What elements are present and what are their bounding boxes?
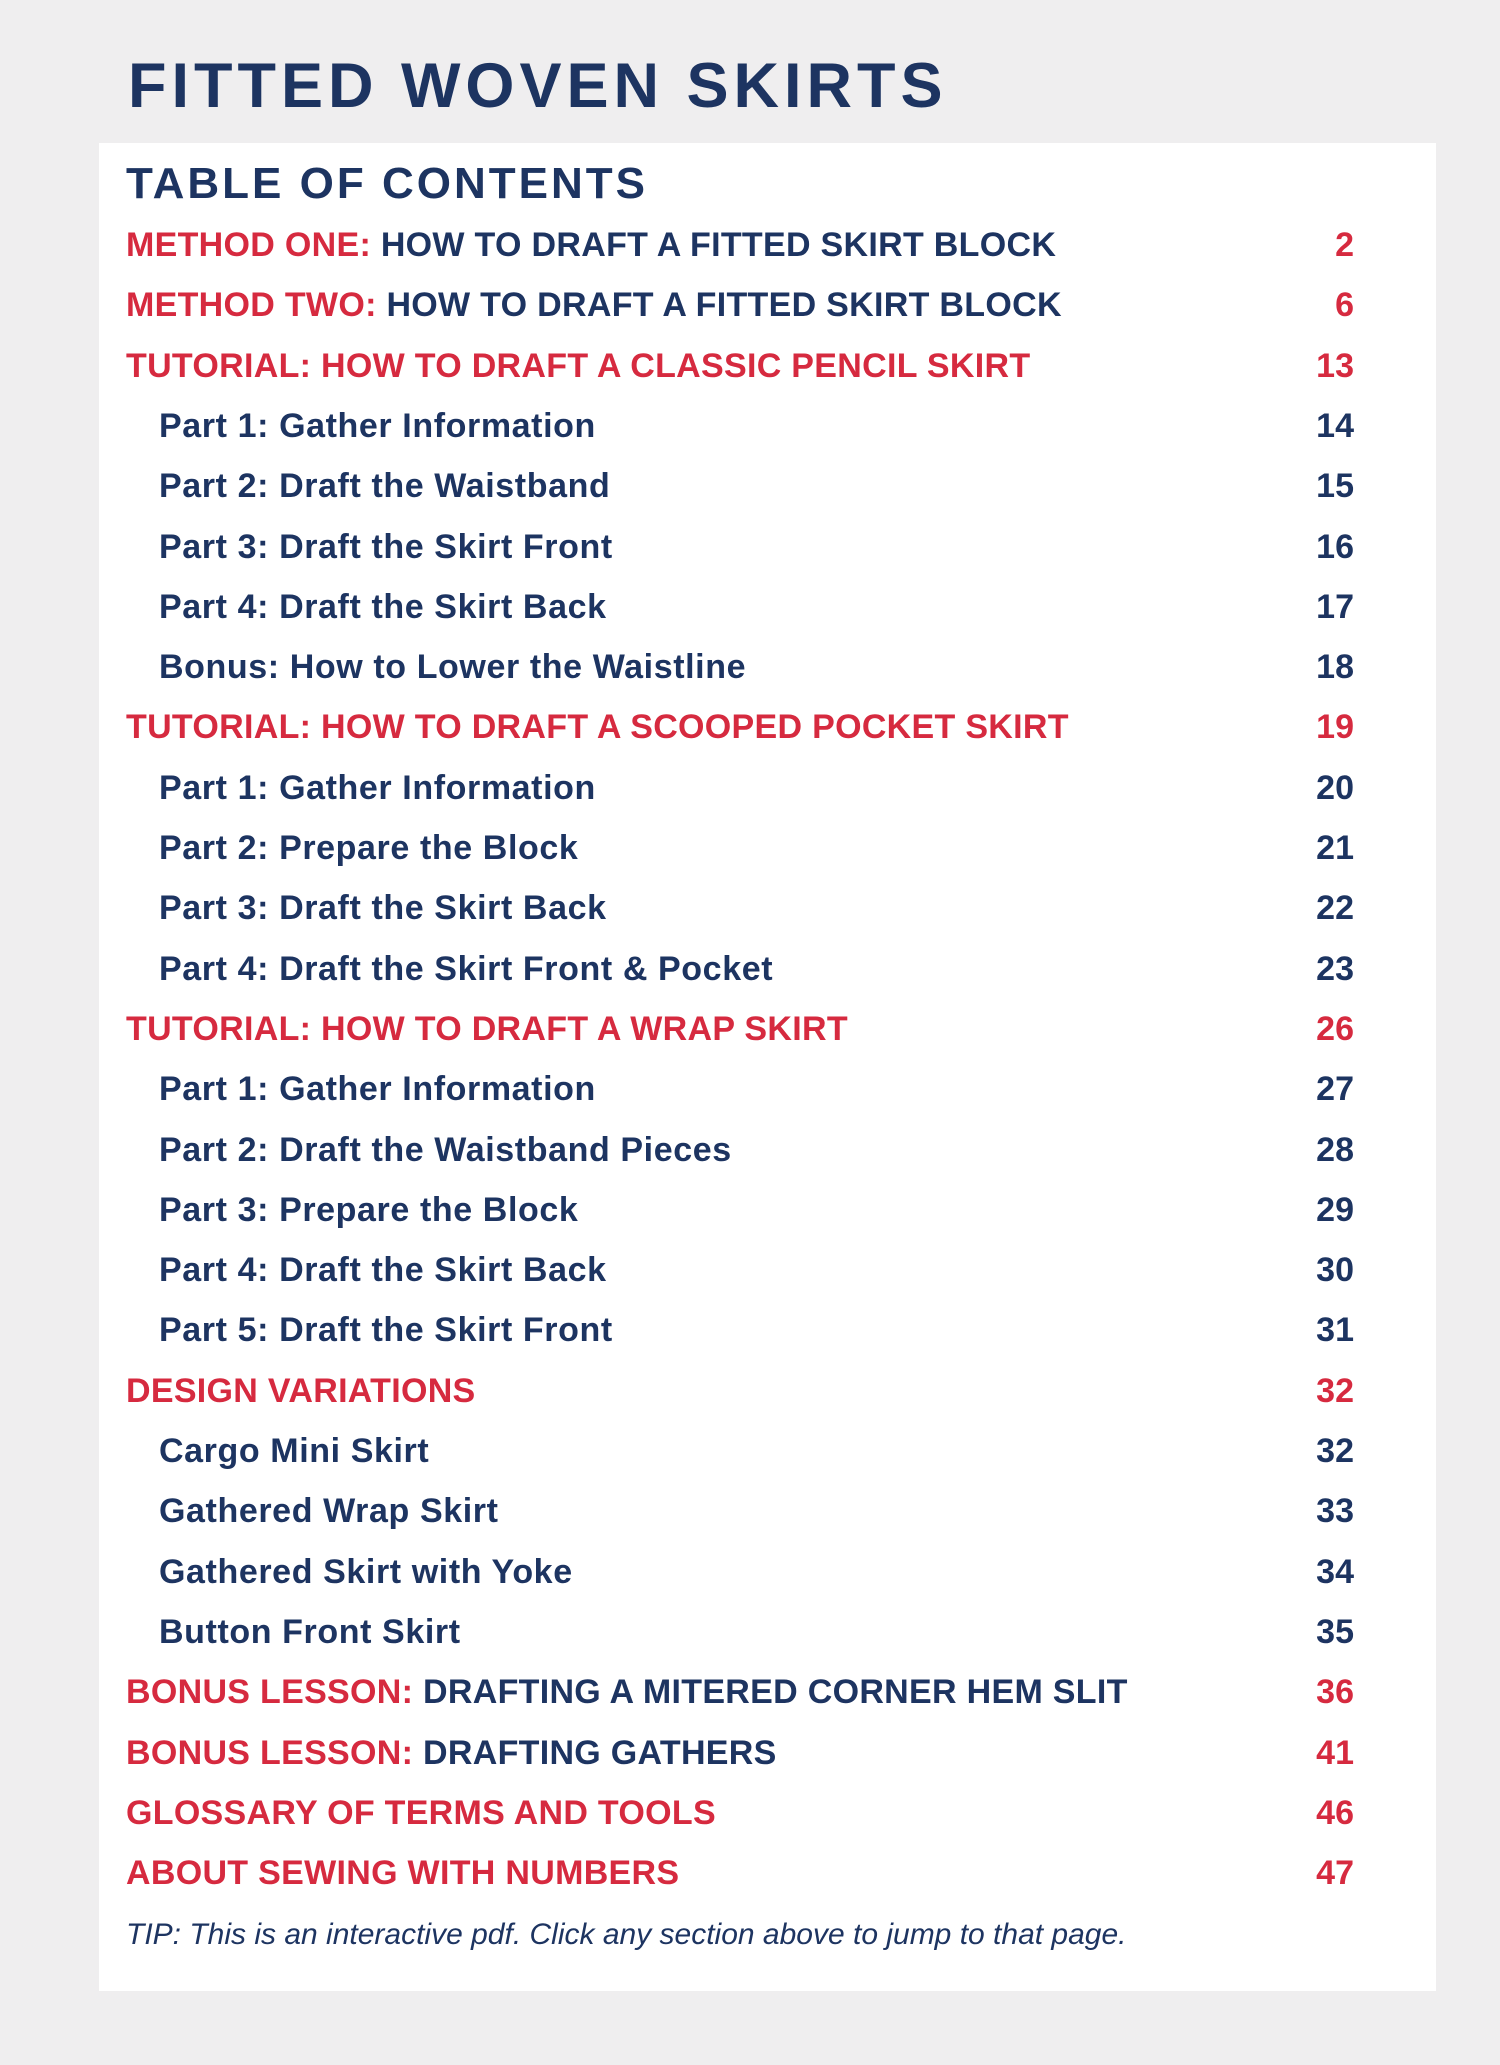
toc-entry-text <box>159 406 596 446</box>
toc-entry-text <box>159 1250 607 1290</box>
toc-entry-text <box>159 587 607 627</box>
toc-page-number: 17 <box>1316 587 1354 626</box>
toc-entry-text <box>159 466 610 506</box>
toc-entry-text <box>126 346 1030 386</box>
toc-panel <box>99 143 1436 1991</box>
toc-page-number: 32 <box>1316 1371 1354 1410</box>
toc-entry-text <box>126 225 1056 265</box>
toc-section-entry[interactable] <box>126 1361 1354 1421</box>
toc-entry-label: Part 3: Prepare the Block <box>159 1190 579 1229</box>
toc-entry-label: Part 1: Gather Information <box>159 768 596 807</box>
toc-subsection-entry[interactable] <box>159 1240 1354 1300</box>
toc-entry-text <box>159 1130 732 1170</box>
toc-entry-text <box>159 888 607 928</box>
toc-page-number: 2 <box>1335 226 1354 264</box>
toc-entry-label: Part 4: Draft the Skirt Back <box>159 587 607 626</box>
toc-entry-label: Part 4: Draft the Skirt Front & Pocket <box>159 949 774 988</box>
toc-entry-text <box>159 1491 499 1531</box>
toc-section-entry[interactable] <box>126 215 1354 275</box>
toc-entry-text <box>126 707 1069 747</box>
toc-page-number: 35 <box>1316 1612 1354 1651</box>
toc-page-number: 33 <box>1316 1492 1354 1531</box>
toc-entry-label: HOW TO DRAFT A FITTED SKIRT BLOCK <box>371 226 1057 264</box>
toc-heading: TABLE OF CONTENTS <box>126 159 648 208</box>
toc-subsection-entry[interactable] <box>159 818 1354 878</box>
toc-entry-label: Part 2: Draft the Waistband Pieces <box>159 1130 732 1169</box>
toc-subsection-entry[interactable] <box>159 396 1354 456</box>
toc-entry-text <box>126 1009 848 1049</box>
toc-entry-label: DRAFTING GATHERS <box>413 1733 777 1772</box>
toc-entry-label: Part 5: Draft the Skirt Front <box>159 1311 613 1350</box>
toc-entry-text <box>159 828 578 868</box>
toc-entry-text <box>159 949 773 989</box>
toc-subsection-entry[interactable] <box>159 878 1354 938</box>
toc-page-number: 6 <box>1335 286 1354 325</box>
toc-subsection-entry[interactable] <box>159 577 1354 637</box>
toc-page-number: 16 <box>1316 527 1354 566</box>
toc-section-entry[interactable] <box>126 336 1354 396</box>
toc-entry-text <box>126 1733 777 1773</box>
toc-entry-text <box>126 1672 1128 1712</box>
toc-subsection-entry[interactable] <box>159 517 1354 577</box>
toc-page-number: 19 <box>1316 708 1354 747</box>
toc-page-number: 22 <box>1316 889 1354 928</box>
tip-note: TIP: This is an interactive pdf. Click any section above to jump to that page. <box>126 1918 1127 1951</box>
toc-list <box>99 143 1436 1991</box>
toc-subsection-entry[interactable] <box>159 1481 1354 1541</box>
toc-entry-text <box>159 1190 578 1230</box>
toc-entry-label: DRAFTING A MITERED CORNER HEM SLIT <box>413 1673 1128 1712</box>
toc-subsection-entry[interactable] <box>159 939 1354 999</box>
toc-entry-text <box>126 1371 476 1411</box>
toc-page-number: 29 <box>1316 1190 1354 1229</box>
toc-page-number: 31 <box>1316 1311 1354 1350</box>
toc-page-number: 32 <box>1316 1432 1354 1470</box>
toc-page-number: 30 <box>1316 1251 1354 1290</box>
toc-page-number: 36 <box>1316 1673 1354 1712</box>
toc-section-entry[interactable] <box>126 1783 1354 1843</box>
toc-subsection-entry[interactable] <box>159 1120 1354 1180</box>
toc-entry-label: HOW TO DRAFT A FITTED SKIRT BLOCK <box>376 286 1062 325</box>
toc-entry-text <box>159 1431 429 1471</box>
toc-entry-text <box>159 647 746 687</box>
toc-section-entry[interactable] <box>126 1662 1354 1722</box>
toc-entry-text <box>126 1793 716 1833</box>
toc-subsection-entry[interactable] <box>159 1180 1354 1240</box>
toc-subsection-entry[interactable] <box>159 1542 1354 1602</box>
toc-entry-prefix: TUTORIAL: HOW TO DRAFT A SCOOPED POCKET SKIRT <box>126 708 1069 747</box>
toc-entry-text <box>159 527 613 567</box>
toc-page-number: 46 <box>1316 1793 1354 1832</box>
toc-section-entry[interactable] <box>126 697 1354 757</box>
toc-entry-label: Part 3: Draft the Skirt Front <box>159 527 613 566</box>
toc-subsection-entry[interactable] <box>159 1602 1354 1662</box>
toc-entry-label: Gathered Skirt with Yoke <box>159 1552 573 1591</box>
toc-entry-text <box>126 285 1062 325</box>
toc-entry-prefix: BONUS LESSON: <box>126 1733 414 1772</box>
toc-entry-prefix: BONUS LESSON: <box>126 1673 414 1712</box>
toc-page-number: 14 <box>1316 406 1354 445</box>
toc-entry-label: Part 1: Gather Information <box>159 1070 596 1109</box>
toc-page-number: 27 <box>1316 1070 1354 1109</box>
toc-entry-text <box>126 1853 679 1893</box>
toc-page-number: 28 <box>1316 1130 1354 1169</box>
toc-entry-text <box>159 1310 613 1350</box>
toc-section-entry[interactable] <box>126 999 1354 1059</box>
toc-section-entry[interactable] <box>126 275 1354 335</box>
toc-entry-label: Part 2: Prepare the Block <box>159 829 579 867</box>
toc-entry-prefix: METHOD ONE: <box>126 226 372 264</box>
toc-page-number: 34 <box>1316 1552 1354 1591</box>
toc-section-entry[interactable] <box>126 1723 1354 1783</box>
toc-page-number: 21 <box>1316 829 1354 867</box>
toc-page-number: 26 <box>1316 1009 1354 1048</box>
toc-page-number: 18 <box>1316 648 1354 687</box>
toc-page-number: 15 <box>1316 467 1354 506</box>
toc-entry-prefix: TUTORIAL: HOW TO DRAFT A CLASSIC PENCIL SKIRT <box>126 346 1031 385</box>
toc-entry-text <box>159 1552 573 1592</box>
toc-entry-label: Bonus: How to Lower the Waistline <box>159 648 747 687</box>
toc-section-entry[interactable] <box>126 1843 1354 1903</box>
toc-entry-label: Part 3: Draft the Skirt Back <box>159 889 607 928</box>
toc-page-number: 47 <box>1316 1854 1354 1893</box>
toc-entry-label: Part 2: Draft the Waistband <box>159 467 611 506</box>
toc-page-number: 20 <box>1316 768 1354 807</box>
toc-subsection-entry[interactable] <box>159 1059 1354 1119</box>
toc-entry-prefix: DESIGN VARIATIONS <box>126 1371 476 1410</box>
toc-entry-label: Part 1: Gather Information <box>159 406 596 445</box>
toc-entry-label: Button Front Skirt <box>159 1612 461 1651</box>
toc-entry-prefix: TUTORIAL: HOW TO DRAFT A WRAP SKIRT <box>126 1009 848 1048</box>
toc-entry-prefix: GLOSSARY OF TERMS AND TOOLS <box>126 1793 716 1832</box>
toc-page-number: 13 <box>1316 346 1354 385</box>
toc-entry-text <box>159 768 596 808</box>
toc-entry-text <box>159 1069 596 1109</box>
toc-entry-prefix: ABOUT SEWING WITH NUMBERS <box>126 1854 680 1893</box>
toc-entry-label: Gathered Wrap Skirt <box>159 1492 499 1531</box>
toc-entry-label: Part 4: Draft the Skirt Back <box>159 1251 607 1290</box>
document-title: FITTED WOVEN SKIRTS <box>128 51 948 121</box>
toc-entry-prefix: METHOD TWO: <box>126 286 377 325</box>
toc-subsection-entry[interactable] <box>159 758 1354 818</box>
toc-subsection-entry[interactable] <box>159 1300 1354 1360</box>
toc-subsection-entry[interactable] <box>159 1421 1354 1481</box>
toc-page-number: 41 <box>1316 1733 1354 1772</box>
toc-entry-text <box>159 1612 461 1652</box>
toc-page-number: 23 <box>1316 949 1354 988</box>
toc-subsection-entry[interactable] <box>159 637 1354 697</box>
toc-entry-label: Cargo Mini Skirt <box>159 1432 430 1470</box>
toc-subsection-entry[interactable] <box>159 456 1354 516</box>
